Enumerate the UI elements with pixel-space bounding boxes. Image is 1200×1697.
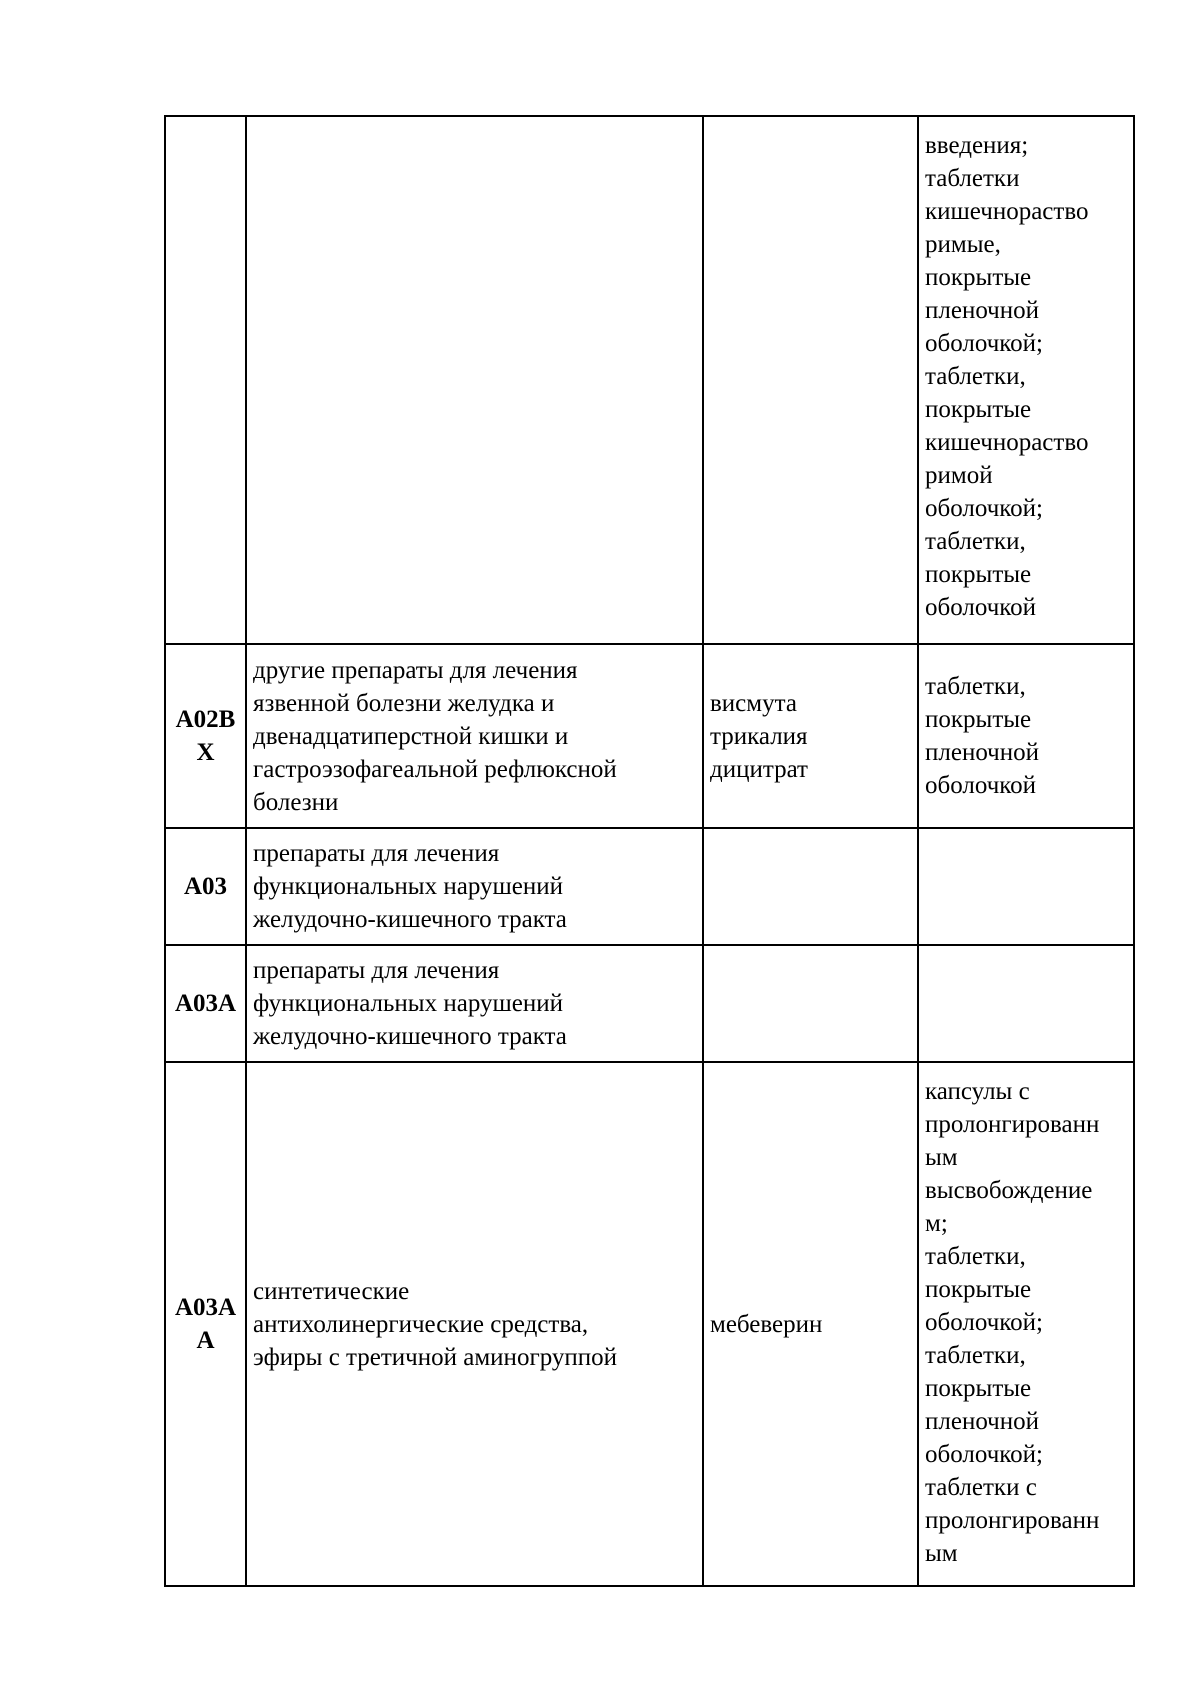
cell-text-line: функциональных нарушений [253,873,563,900]
cell-text-line: покрытые [925,1275,1032,1303]
cell-text-line: таблетки, [925,673,1026,700]
cell-text-line: оболочкой [925,772,1037,799]
cell-text-line: висмута [710,689,797,717]
cell-text-line: пленочной [925,1407,1040,1435]
cell-text-line: антихолинергические средства, [253,1310,589,1338]
cell-text-line: оболочкой; [925,1440,1043,1468]
cell-text-line: покрытые [925,264,1032,291]
drug-name-cell [703,945,918,1062]
cell-text-line: язвенной болезни желудка и [253,689,555,717]
drug-name-cell [703,644,918,828]
cell-text-line: желудочно-кишечного тракта [253,1023,567,1050]
cell-text-line: эфиры с третичной аминогруппой [253,1343,618,1371]
cell-text-line: таблетки, [925,528,1026,555]
cell-text-line: трикалия [710,722,808,750]
group-name-cell [246,644,703,828]
dosage-form-cell [918,1062,1134,1586]
cell-text-line: покрытые [925,561,1032,588]
cell-text-line: кишечнораство [925,429,1089,456]
drug-name-cell [703,116,918,644]
cell-text-line: римые, [925,231,1001,258]
cell-text-line: двенадцатиперстной кишки и [253,722,569,750]
cell-text-line: римой [925,462,993,489]
cell-text-line: пролонгированн [925,1110,1100,1138]
cell-text-line: функциональных нарушений [253,990,563,1017]
cell-text-line: желудочно-кишечного тракта [253,906,567,933]
cell-text-line: препараты для лечения [253,957,500,984]
cell-text-line: пролонгированн [925,1506,1100,1534]
group-name-cell [246,828,703,945]
cell-text-line: дицитрат [710,755,808,783]
atc-code-cell [165,116,246,644]
cell-text-line: мебеверин [710,1310,823,1338]
drug-classification-table [164,115,1135,1587]
drug-name-cell [703,828,918,945]
cell-text-line: оболочкой; [925,330,1043,357]
cell-text-line: ым [925,1539,958,1567]
dosage-form-cell [918,828,1134,945]
cell-text-line: другие препараты для лечения [253,656,578,684]
cell-text-line: пленочной [925,297,1040,324]
dosage-form-cell [918,945,1134,1062]
table-body [165,116,1134,1586]
drug-name-cell [703,1062,918,1586]
cell-text-line: оболочкой; [925,495,1043,522]
table-row [165,116,1134,644]
table-row [165,945,1134,1062]
cell-text-line: ым [925,1143,958,1171]
cell-text-line: гастроэзофагеальной рефлюксной [253,755,617,783]
cell-text-line: таблетки, [925,363,1026,390]
group-name-cell [246,945,703,1062]
atc-code-cell: A02BX [165,644,246,828]
cell-text-line: таблетки [925,165,1020,192]
cell-text-line: покрытые [925,1374,1032,1402]
cell-text-line: пленочной [925,739,1040,766]
table-row [165,644,1134,828]
cell-text-line: покрытые [925,396,1032,423]
group-name-cell [246,116,703,644]
cell-text-line: синтетические [253,1277,410,1305]
dosage-form-cell [918,644,1134,828]
table-row [165,828,1134,945]
cell-text-line: м; [925,1209,948,1237]
cell-text-line: таблетки с [925,1473,1037,1501]
cell-text-line: препараты для лечения [253,840,500,867]
atc-code-cell: A03 [165,828,246,945]
dosage-form-cell [918,116,1134,644]
cell-text-line: высвобождение [925,1176,1093,1204]
group-name-cell [246,1062,703,1586]
cell-text-line: оболочкой; [925,1308,1043,1336]
cell-text-line: покрытые [925,706,1032,733]
atc-code-cell: A03A [165,945,246,1062]
cell-text-line: оболочкой [925,594,1037,621]
cell-text-line: кишечнораство [925,198,1089,225]
cell-text-line: таблетки, [925,1242,1026,1270]
atc-code-cell: A03AA [165,1062,246,1586]
cell-text-line: таблетки, [925,1341,1026,1369]
cell-text-line: введения; [925,132,1029,159]
cell-text-line: капсулы с [925,1077,1030,1105]
table-row [165,1062,1134,1586]
cell-text-line: болезни [253,788,339,816]
